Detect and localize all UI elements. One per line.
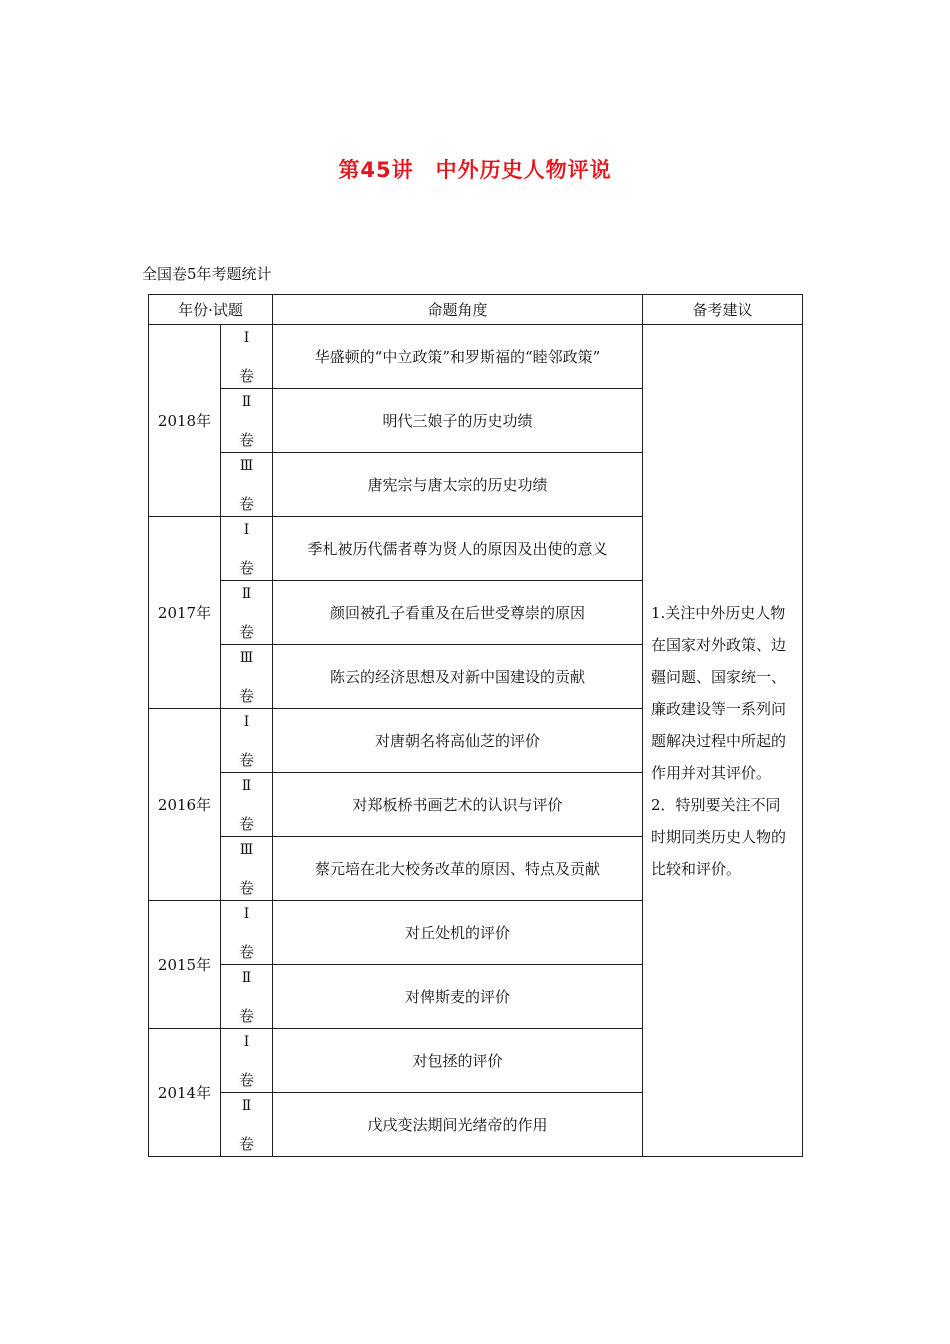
year-cell: 2015年 [149,901,221,1029]
paper-cell [221,901,273,965]
paper-suffix: 卷 [238,494,254,513]
advice-item: 1.关注中外历史人物在国家对外政策、边疆问题、国家统一、廉政建设等一系列问题解决过程中所起的作用并对其评价。 [651,603,787,782]
paper-number: Ⅰ [243,713,250,730]
angle-cell: 陈云的经济思想及对新中国建设的贡献 [273,645,643,709]
paper-number: Ⅰ [243,1033,250,1050]
paper-number: Ⅰ [243,329,250,346]
angle-cell: 颜回被孔子看重及在后世受尊崇的原因 [273,581,643,645]
header-advice: 备考建议 [643,295,803,325]
paper-cell [221,837,273,901]
paper-cell [221,581,273,645]
year-cell: 2016年 [149,709,221,901]
exam-stats-table [148,294,803,1157]
angle-cell: 蔡元培在北大校务改革的原因、特点及贡献 [273,837,643,901]
paper-number: Ⅰ [243,905,250,922]
year-cell: 2017年 [149,517,221,709]
angle-cell: 对包拯的评价 [273,1029,643,1093]
angle-cell: 对郑板桥书画艺术的认识与评价 [273,773,643,837]
angle-cell: 华盛顿的“中立政策”和罗斯福的“睦邻政策” [273,325,643,389]
paper-number: Ⅱ [241,777,252,794]
paper-suffix: 卷 [238,1070,254,1089]
paper-cell [221,1093,273,1157]
paper-number: Ⅲ [239,841,254,858]
paper-cell [221,325,273,389]
paper-number: Ⅲ [239,649,254,666]
paper-cell [221,1029,273,1093]
paper-suffix: 卷 [238,942,254,961]
header-angle: 命题角度 [273,295,643,325]
paper-number: Ⅱ [241,585,252,602]
table-body [149,325,803,1157]
paper-suffix: 卷 [238,558,254,577]
paper-number: Ⅱ [241,1097,252,1114]
paper-suffix: 卷 [238,878,254,897]
paper-number: Ⅲ [239,457,254,474]
advice-cell [643,325,803,1157]
paper-number: Ⅰ [243,521,250,538]
paper-suffix: 卷 [238,1134,254,1153]
paper-number: Ⅱ [241,969,252,986]
angle-cell: 对丘处机的评价 [273,901,643,965]
angle-cell: 对俾斯麦的评价 [273,965,643,1029]
angle-cell: 唐宪宗与唐太宗的历史功绩 [273,453,643,517]
table-row [149,325,803,389]
paper-cell [221,645,273,709]
angle-cell: 季札被历代儒者尊为贤人的原因及出使的意义 [273,517,643,581]
header-year-paper: 年份·试题 [149,295,273,325]
table-header-row [149,295,803,325]
angle-cell: 明代三娘子的历史功绩 [273,389,643,453]
year-cell: 2018年 [149,325,221,517]
year-cell: 2014年 [149,1029,221,1157]
paper-suffix: 卷 [238,750,254,769]
paper-suffix: 卷 [238,622,254,641]
paper-suffix: 卷 [238,686,254,705]
paper-cell [221,389,273,453]
paper-cell [221,453,273,517]
angle-cell: 戊戌变法期间光绪帝的作用 [273,1093,643,1157]
paper-cell [221,965,273,1029]
paper-suffix: 卷 [238,430,254,449]
paper-suffix: 卷 [238,814,254,833]
page-title: 第45讲 中外历史人物评说 [338,158,612,182]
paper-suffix: 卷 [238,1006,254,1025]
paper-cell [221,709,273,773]
angle-cell: 对唐朝名将高仙芝的评价 [273,709,643,773]
paper-cell [221,517,273,581]
paper-suffix: 卷 [238,366,254,385]
paper-number: Ⅱ [241,393,252,410]
paper-cell [221,773,273,837]
advice-item: 2．特别要关注不同时期同类历史人物的比较和评价。 [651,795,787,878]
table-caption: 全国卷5年考题统计 [142,265,272,283]
